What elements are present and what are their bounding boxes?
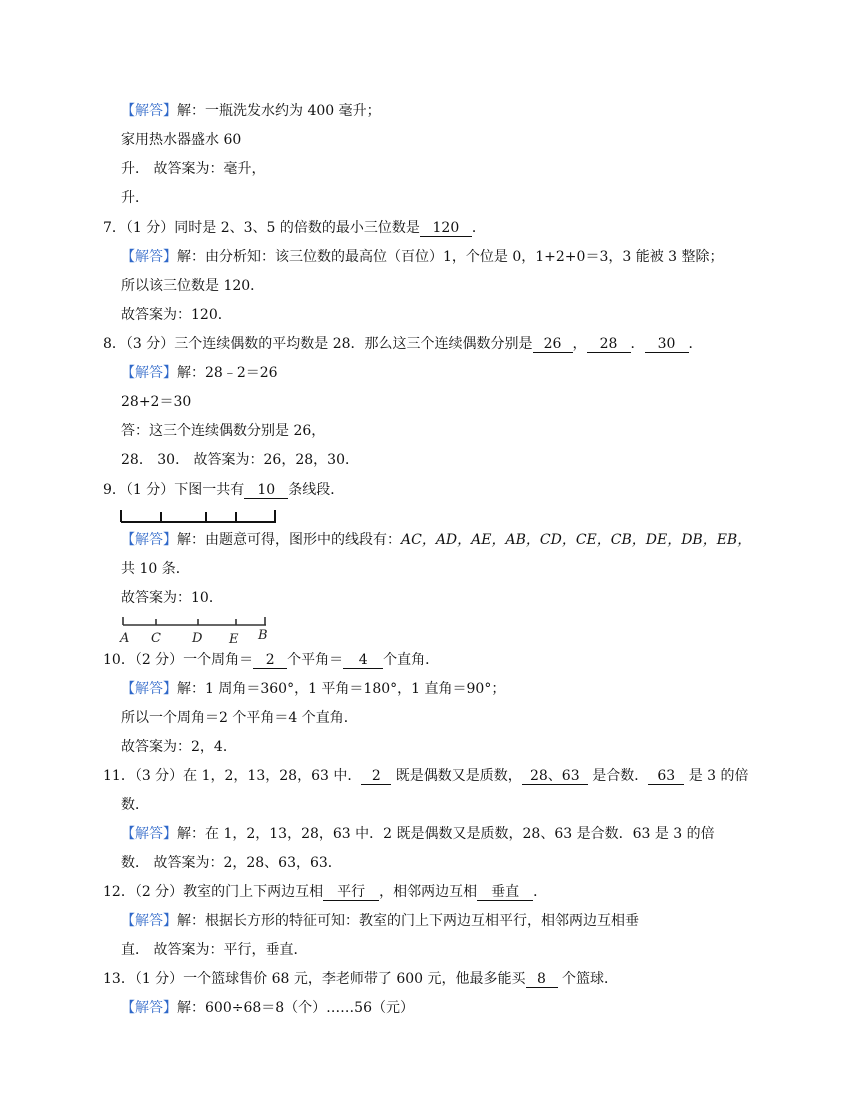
question-text: ． — [688, 336, 703, 352]
answer-blank: 28、63 — [522, 768, 588, 785]
point-label-a: A — [120, 631, 130, 646]
answer-label: 【解答】 — [121, 1000, 177, 1016]
question-text: 是合数． — [592, 768, 649, 784]
point-label-c: C — [151, 631, 161, 646]
answer-text: 解：1 周角＝360°，1 平角＝180°，1 直角＝90°； — [177, 681, 506, 697]
question-12 — [103, 882, 547, 902]
answer-line: 故答案为：120． — [121, 307, 232, 323]
question-13 — [103, 969, 618, 989]
labeled-segment-figure — [118, 614, 274, 646]
answer-line: 28． 30． 故答案为：26，28，30． — [121, 452, 359, 468]
answer-line: 所以一个周角＝2 个平角＝4 个直角． — [121, 710, 358, 726]
answer-blank: 平行 — [323, 884, 379, 901]
question-9 — [103, 480, 344, 500]
answer-text: 解：在 1，2，13，28，63 中．2 既是偶数又是质数，28、63 是合数．63 是 3 的倍 — [177, 826, 715, 842]
point-label-e: E — [229, 632, 239, 646]
question-text: 9．（1 分）下图一共有 — [103, 482, 245, 498]
answer-line — [121, 911, 639, 931]
question-text: ，相邻两边互相 — [379, 884, 478, 900]
answer-label: 【解答】 — [121, 681, 177, 697]
answer-line — [121, 679, 505, 699]
answer-line — [121, 247, 724, 267]
answer-blank: 28 — [587, 336, 631, 353]
answer-label: 【解答】 — [121, 365, 177, 381]
answer-blank: 120 — [420, 220, 472, 237]
answer-text: 解：由分析知：该三位数的最高位（百位）1，个位是 0，1+2+0＝3，3 能被 3 整除； — [177, 249, 724, 265]
question-text: 个篮球． — [561, 971, 618, 987]
answer-line: 数． 故答案为：2，28、63，63． — [121, 855, 342, 871]
answer-line — [121, 101, 381, 121]
question-text: 个平角＝ — [287, 652, 344, 668]
answer-line: 直． 故答案为：平行，垂直． — [121, 942, 308, 958]
question-text: 既是偶数又是质数， — [395, 768, 522, 784]
answer-label: 【解答】 — [121, 913, 177, 929]
answer-line: 共 10 条． — [121, 561, 190, 577]
question-text: 11．（3 分）在 1，2，13，28，63 中． — [103, 768, 362, 784]
answer-line: 所以该三位数是 120． — [121, 278, 265, 294]
question-text: ， — [572, 336, 587, 352]
question-text: 8．（3 分）三个连续偶数的平均数是 28．那么这三个连续偶数分别是 — [103, 336, 533, 352]
answer-blank: 4 — [343, 652, 383, 669]
question-text: 10．（2 分）一个周角＝ — [103, 652, 254, 668]
question-text: 条线段． — [288, 482, 345, 498]
question-text: ． — [471, 220, 486, 236]
answer-line: 升． — [121, 190, 149, 206]
answer-blank: 63 — [648, 768, 684, 785]
answer-text: 解：28﹣2＝26 — [177, 365, 278, 381]
answer-line: 故答案为：10． — [121, 590, 223, 606]
question-text: 12．（2 分）教室的门上下两边互相 — [103, 884, 324, 900]
question-11-wrap: 数． — [121, 797, 149, 813]
answer-line: 答：这三个连续偶数分别是 26， — [121, 423, 326, 439]
answer-blank: 10 — [244, 482, 288, 499]
question-10 — [103, 650, 439, 670]
answer-blank: 2 — [361, 768, 391, 785]
answer-line: 故答案为：2，4． — [121, 739, 237, 755]
answer-line — [121, 363, 278, 383]
answer-text: 解：由题意可得，图形中的线段有： — [177, 532, 401, 548]
question-text: 7．（1 分）同时是 2、3、5 的倍数的最小三位数是 — [103, 220, 420, 236]
segment-list: AC，AD，AE，AB，CD，CE，CB，DE，DB，EB， — [401, 532, 752, 548]
question-7 — [103, 218, 486, 238]
answer-label: 【解答】 — [121, 103, 177, 119]
segment-figure — [118, 506, 282, 524]
answer-line — [121, 824, 715, 844]
answer-line: 家用热水器盛水 60 — [121, 132, 242, 148]
answer-blank: 垂直 — [477, 884, 533, 901]
answer-blank: 30 — [645, 336, 689, 353]
question-text: ． — [630, 336, 645, 352]
answer-label: 【解答】 — [121, 826, 177, 842]
point-label-d: D — [192, 631, 203, 646]
answer-blank: 8 — [526, 971, 558, 988]
answer-blank: 26 — [533, 336, 573, 353]
question-text: 13．（1 分）一个篮球售价 68 元，李老师带了 600 元，他最多能买 — [103, 971, 526, 987]
question-8 — [103, 334, 703, 354]
answer-text: 解：一瓶洗发水约为 400 毫升； — [177, 103, 381, 119]
answer-line — [121, 530, 751, 550]
answer-text: 解：根据长方形的特征可知：教室的门上下两边互相平行，相邻两边互相垂 — [177, 913, 639, 929]
answer-label: 【解答】 — [121, 249, 177, 265]
answer-blank: 2 — [253, 652, 287, 669]
question-text: 是 3 的倍 — [688, 768, 749, 784]
question-11 — [103, 766, 749, 786]
answer-text: 解：600÷68＝8（个）……56（元） — [177, 1000, 414, 1016]
point-label-b: B — [258, 628, 268, 643]
answer-line: 升． 故答案为：毫升， — [121, 161, 266, 177]
question-text: 个直角． — [383, 652, 440, 668]
answer-line: 28+2＝30 — [121, 394, 192, 410]
answer-line — [121, 998, 414, 1018]
question-text: ． — [533, 884, 548, 900]
answer-label: 【解答】 — [121, 532, 177, 548]
